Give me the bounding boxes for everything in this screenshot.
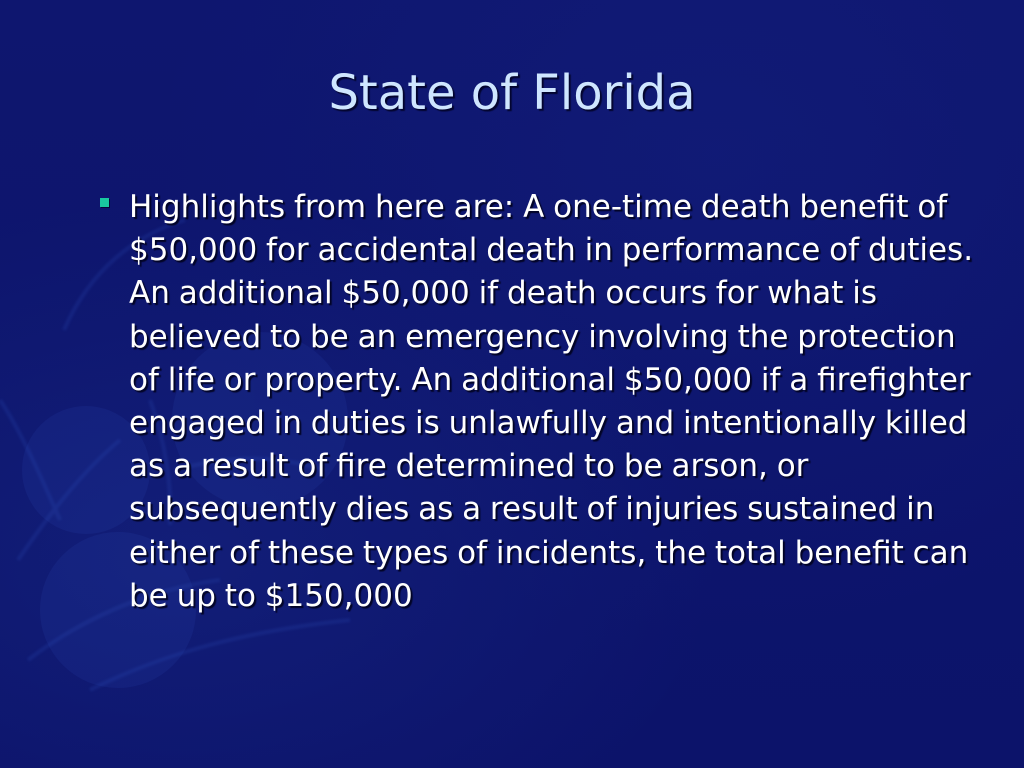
bullet-text: Highlights from here are: A one-time death benefit of $50,000 for accidental death in performance of duties. An additional $50,000 if death occurs for what is believed to be an emergency involving the protection of life or property. An additional $50,000 if a firefighter engaged in duties is unlawfully and intentionally killed as a result of fire determined to be arson, or subsequently dies as a result of injuries sustained in either of these types of incidents, the total benefit can be up to $150,000 — [129, 189, 974, 614]
square-bullet-icon — [100, 198, 109, 207]
slide-title: State of Florida — [328, 65, 696, 121]
bullet-item — [98, 186, 988, 618]
bullet-list — [98, 186, 988, 618]
